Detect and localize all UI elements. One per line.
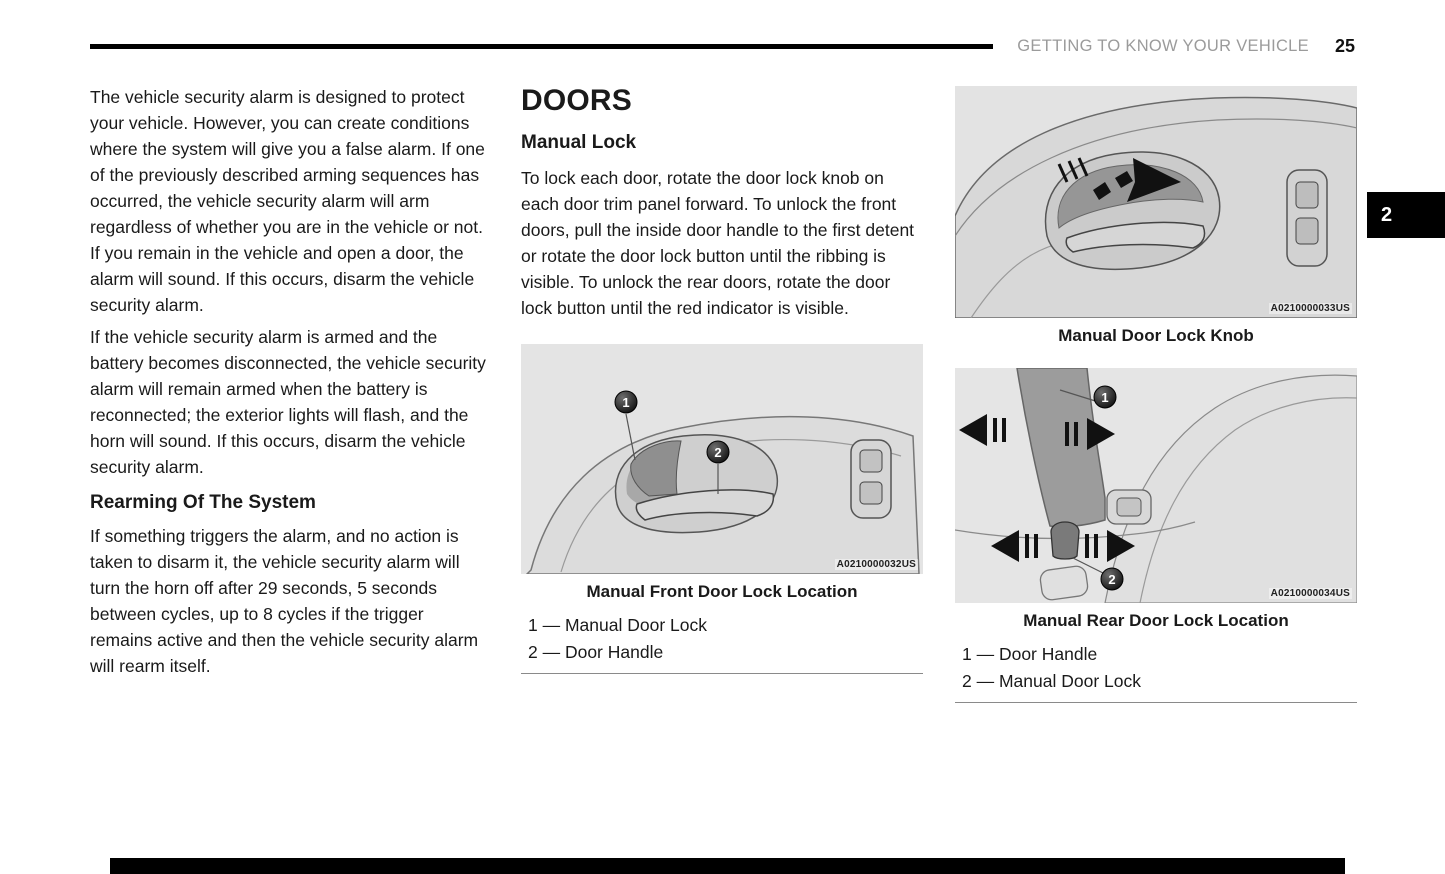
legend-item: 1 — Manual Door Lock: [528, 615, 707, 635]
legend-item: 2 — Door Handle: [528, 642, 664, 662]
image-code: A0210000032US: [836, 559, 916, 570]
security-alarm-paragraph-2: If the vehicle security alarm is armed and the battery becomes disconnected, the vehicle security alarm will remain armed when the battery is reconnected; the exterior lights will flash, and the horn will sound. If this occurs, disarm the vehicle security alarm.: [90, 327, 486, 477]
door-lock-knob-caption: Manual Door Lock Knob: [1058, 326, 1254, 345]
column-door-figures: [955, 86, 1357, 703]
rear-lock-knob: [1051, 522, 1079, 559]
column-security-alarm: [90, 84, 490, 685]
rear-door-lock-caption: Manual Rear Door Lock Location: [1023, 611, 1289, 630]
rearming-heading: Rearming Of The System: [90, 492, 316, 513]
image-code: A0210000033US: [1270, 303, 1350, 314]
rear-door-lock-legend: [955, 641, 1357, 695]
rearming-paragraph: If something triggers the alarm, and no action is taken to disarm it, the vehicle security alarm will turn the horn off after 29 seconds, 5 seconds between cycles, up to 8 cycles if the trigger remains active and then the vehicle security alarm will rearm itself.: [90, 526, 479, 676]
doors-heading: DOORS: [521, 84, 633, 117]
legend-item: 1 — Door Handle: [962, 644, 1098, 664]
page-header: [90, 36, 1355, 57]
front-door-lock-caption: Manual Front Door Lock Location: [586, 582, 858, 601]
front-door-lock-legend: [521, 612, 923, 666]
rear-door-handle-outline: [1039, 565, 1089, 601]
rear-door-lock-drawing: [955, 368, 1357, 603]
callout-1-number: 1: [622, 395, 630, 410]
front-door-lock-illustration: [521, 344, 923, 574]
legend-item: 2 — Manual Door Lock: [962, 671, 1141, 691]
header-rule: [90, 44, 993, 49]
door-lock-knob-drawing: [955, 86, 1357, 318]
manual-lock-paragraph: To lock each door, rotate the door lock knob on each door trim panel forward. To unlock the front doors, pull the inside door handle to the first detent or rotate the door lock button until the ribbing is visible. To unlock the rear doors, rotate the door lock button until the red indicator is visible.: [521, 168, 915, 318]
column-doors: [521, 84, 923, 674]
chapter-title: GETTING TO KNOW YOUR VEHICLE: [1017, 37, 1309, 55]
chapter-tab: 2: [1367, 192, 1445, 238]
security-alarm-paragraph-1: The vehicle security alarm is designed to protect your vehicle. However, you can create conditions where the system will give you a false alarm. If one of the previously described arming sequences has occurred, the vehicle security alarm will arm regardless of whether you are in the vehicle or not. If you remain in the vehicle and open a door, the alarm will sound. If this occurs, disarm the vehicle security alarm.: [90, 87, 485, 315]
legend-divider: [955, 702, 1357, 703]
page-number: 25: [1334, 36, 1355, 56]
front-door-lock-drawing: [521, 344, 923, 574]
callout-1-number: 1: [1101, 390, 1109, 405]
door-lock-knob-illustration: [955, 86, 1357, 318]
callout-2-number: 2: [714, 445, 722, 460]
footer-bar: [110, 858, 1345, 874]
rear-door-lock-illustration: [955, 368, 1357, 603]
image-code: A0210000034US: [1270, 588, 1350, 599]
legend-divider: [521, 673, 923, 674]
manual-lock-heading: Manual Lock: [521, 132, 637, 153]
callout-2-number: 2: [1108, 572, 1116, 587]
